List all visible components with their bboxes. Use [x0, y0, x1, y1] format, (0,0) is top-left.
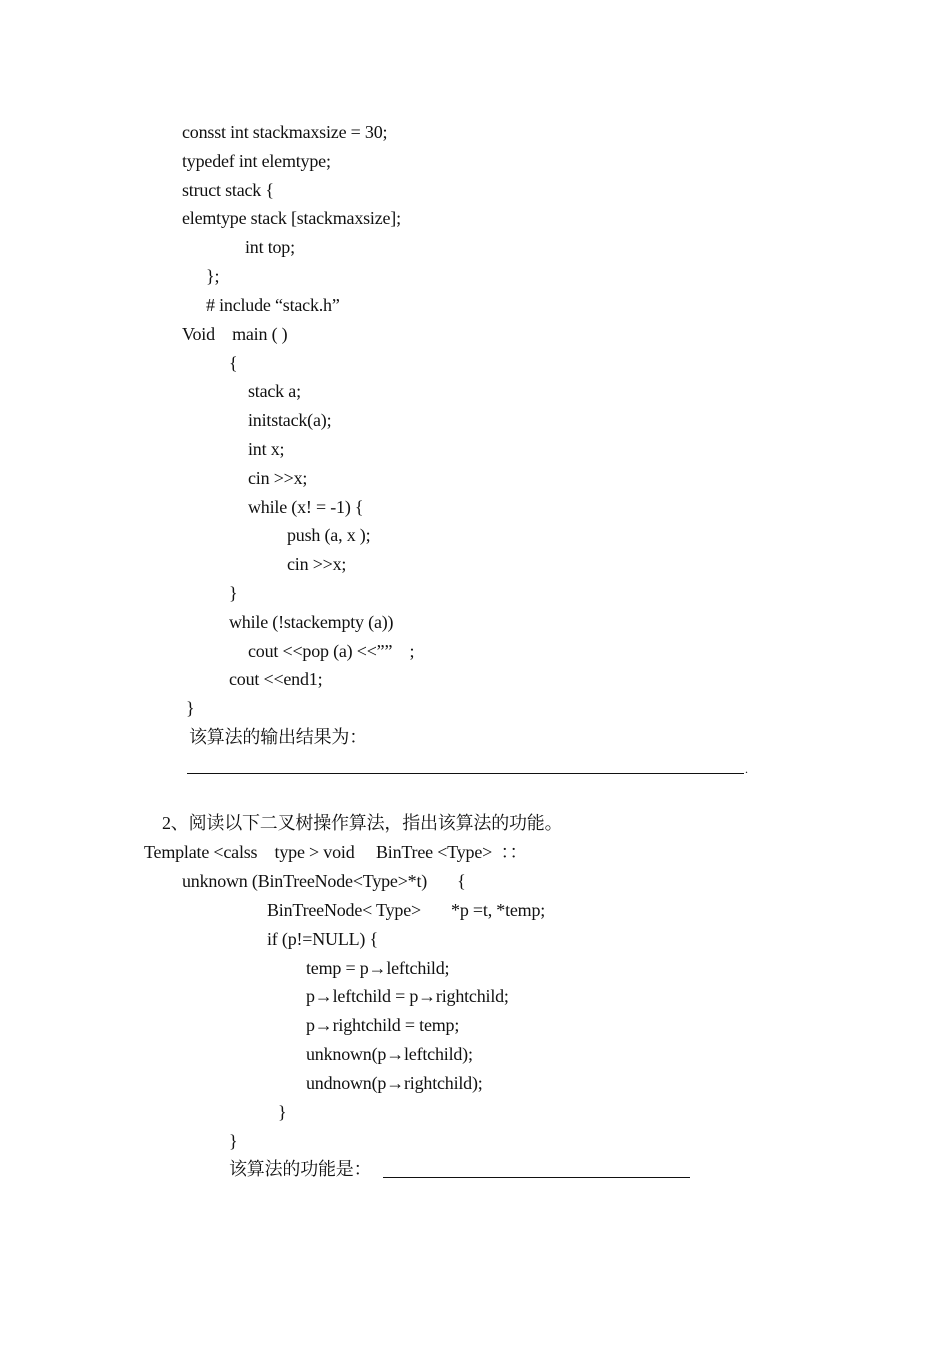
code-line: while (!stackempty (a)) — [229, 612, 394, 632]
code-line: push (a, x ); — [287, 525, 371, 545]
code-line: unknown (BinTreeNode<Type>*t) { — [182, 871, 466, 891]
code-line: cout <<end1; — [229, 669, 323, 689]
q1-output-prompt: 该算法的输出结果为： — [189, 727, 367, 747]
code-line: struct stack { — [182, 180, 274, 200]
code-line: temp = p→leftchild; — [306, 958, 450, 978]
q2-answer-blank[interactable] — [383, 1177, 690, 1178]
code-line: if (p!=NULL) { — [267, 929, 378, 949]
code-line: elemtype stack [stackmaxsize]; — [182, 208, 401, 228]
code-line: int x; — [248, 439, 285, 459]
code-line: cout <<pop (a) <<”” ; — [248, 641, 415, 661]
code-line: }; — [206, 266, 220, 286]
code-line: # include “stack.h” — [206, 295, 340, 315]
code-line: } — [278, 1102, 287, 1122]
code-line: } — [186, 698, 195, 718]
code-line: stack a; — [248, 381, 301, 401]
code-line: while (x! = -1) { — [248, 497, 364, 517]
code-line: unknown(p→leftchild); — [306, 1044, 473, 1064]
code-line: Void main ( ) — [182, 324, 288, 344]
q2-heading: 2、阅读以下二叉树操作算法，指出该算法的功能。 — [162, 813, 563, 833]
code-line: cin >>x; — [248, 468, 308, 488]
code-line: p→rightchild = temp; — [306, 1015, 460, 1035]
code-line: typedef int elemtype; — [182, 151, 331, 171]
code-line: BinTreeNode< Type> *p =t, *temp; — [267, 900, 546, 920]
code-line: cin >>x; — [287, 554, 347, 574]
code-line: int top; — [245, 237, 295, 257]
q1-answer-blank[interactable] — [187, 773, 744, 774]
code-line: consst int stackmaxsize = 30; — [182, 122, 388, 142]
q2-function-prompt: 该算法的功能是： — [229, 1159, 372, 1179]
code-line: initstack(a); — [248, 410, 332, 430]
code-line: Template <calss type > void BinTree <Type> ：： — [144, 842, 528, 862]
code-line: p→leftchild = p→rightchild; — [306, 986, 509, 1006]
code-line: undnown(p→rightchild); — [306, 1073, 483, 1093]
q1-answer-end-mark: . — [745, 762, 748, 776]
code-line: { — [229, 353, 238, 373]
code-line: } — [229, 1131, 238, 1151]
code-line: } — [229, 583, 238, 603]
